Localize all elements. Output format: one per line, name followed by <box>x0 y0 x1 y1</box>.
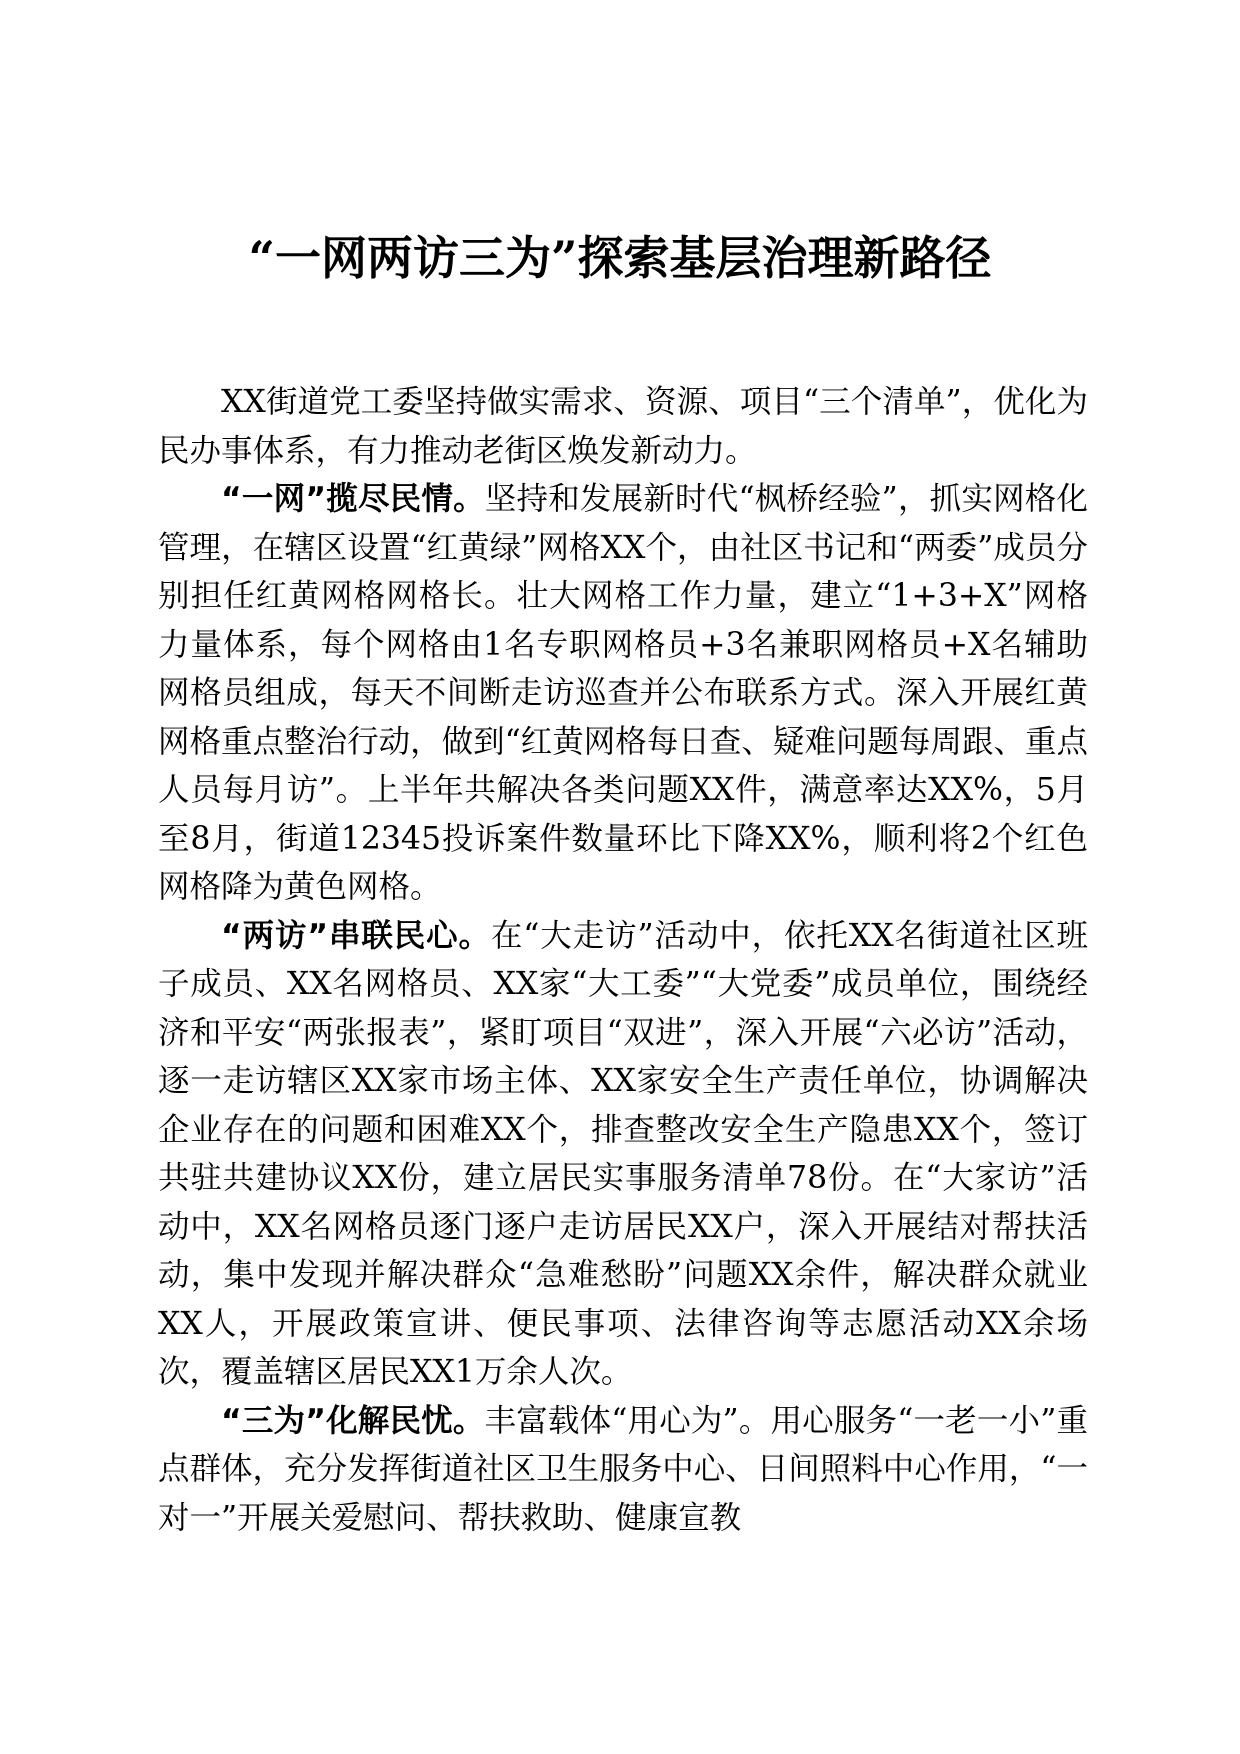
paragraph-lead-heading: “三为”化解民忧。 <box>221 1402 485 1439</box>
paragraph-text: XX街道党工委坚持做实需求、资源、项目“三个清单”，优化为民办事体系，有力推动老街区焕发新动力。 <box>158 384 1088 469</box>
paragraph-text: 丰富载体“用心为”。用心服务“一老一小”重点群体，充分发挥街道社区卫生服务中心、日间照料中心作用，“一对一”开展关爱慰问、帮扶救助、健康宣教 <box>158 1402 1088 1536</box>
paragraph-lead-heading: “两访”串联民心。 <box>221 917 491 954</box>
paragraph-two-visits <box>158 912 1088 1397</box>
paragraph-text: 坚持和发展新时代“枫桥经验”，抓实网格化管理，在辖区设置“红黄绿”网格XX个，由社区书记和“两委”成员分别担任红黄网格网格长。壮大网格工作力量，建立“1+3+X”网格力量体系，每个网格由1名专职网格员+3名兼职网格员+X名辅助网格员组成，每天不间断走访巡查并公布联系方式。深入开展红黄网格重点整治行动，做到“红黄网格每日查、疑难问题每周跟、重点人员每月访”。上半年共解决各类问题XX件，满意率达XX%，5月至8月，街道12345投诉案件数量环比下降XX%，顺利将2个红色网格降为黄色网格。 <box>158 481 1088 905</box>
paragraph-lead-heading: “一网”揽尽民情。 <box>221 481 485 517</box>
paragraph-text: 在“大走访”活动中，依托XX名街道社区班子成员、XX名网格员、XX家“大工委”“大党委”成员单位，围绕经济和平安“两张报表”，紧盯项目“双进”，深入开展“六必访”活动，逐一走访辖区XX家市场主体、XX家安全生产责任单位，协调解决企业存在的问题和困难XX个，排查整改安全生产隐患XX个，签订共驻共建协议XX份，建立居民实事服务清单78份。在“大家访”活动中，XX名网格员逐门逐户走访居民XX户，深入开展结对帮扶活动，集中发现并解决群众“急难愁盼”问题XX余件，解决群众就业XX人，开展政策宣讲、便民事项、法律咨询等志愿活动XX余场次，覆盖辖区居民XX1万余人次。 <box>158 917 1089 1390</box>
paragraph-three-acts <box>158 1397 1088 1543</box>
document-body <box>158 378 1088 1542</box>
paragraph-intro <box>158 378 1088 475</box>
paragraph-one-network <box>158 475 1088 912</box>
document-title: “一网两访三为”探索基层治理新路径 <box>248 231 992 285</box>
